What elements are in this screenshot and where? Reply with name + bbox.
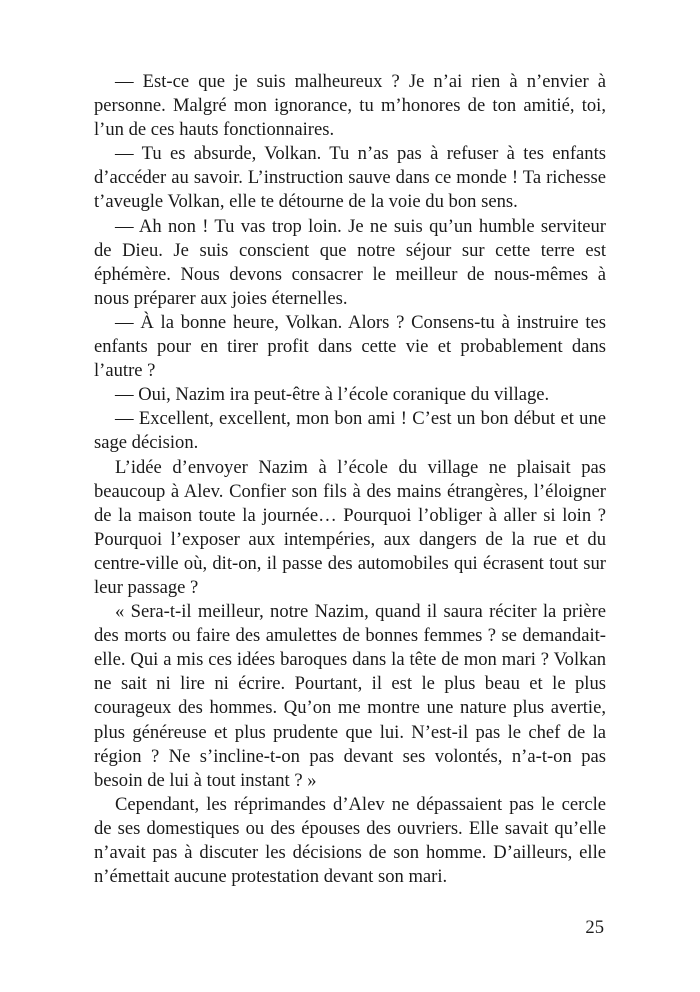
- page-number: 25: [585, 917, 604, 938]
- paragraph-5: — Oui, Nazim ira peut-être à l’école coranique du village.: [115, 384, 550, 406]
- body-text: [94, 70, 606, 889]
- paragraph-1: — Est-ce que je suis malheureux ? Je n’ai rien à n’envier à personne. Malgré mon ignorance, tu m’honores de ton amitié, toi, l’un de ces hauts fonctionnaires.: [94, 71, 606, 141]
- paragraph-4: — À la bonne heure, Volkan. Alors ? Consens-tu à instruire tes enfants pour en tirer profit dans cette vie et probablement dans l’autre ?: [94, 311, 606, 382]
- paragraph-9: Cependant, les réprimandes d’Alev ne dépassaient pas le cercle de ses domestiques ou des épouses des ouvriers. Elle savait qu’elle n’avait pas à discuter les décisions de son homme. D’ailleurs, elle n’émettait aucune protestation devant son mari.: [94, 793, 606, 888]
- paragraph-8: « Sera-t-il meilleur, notre Nazim, quand il saura réciter la prière des morts ou faire des amulettes de bonnes femmes ? se demandait-elle. Qui a mis ces idées baroques dans la tête de mon mari ? Volkan ne sait ni lire ni écrire. Pourtant, il est le plus beau et le plus courageux des hommes. Qu’on me montre une nature plus avertie, plus généreuse et plus prudente que lui. N’est-il pas le chef de la région ? Ne s’incline-t-on pas devant ses volontés, n’a-t-on pas besoin de lui à tout instant ? »: [94, 601, 606, 791]
- paragraph-6: — Excellent, excellent, mon bon ami ! C’est un bon début et une sage décision.: [94, 408, 606, 454]
- paragraph-3: — Ah non ! Tu vas trop loin. Je ne suis qu’un humble serviteur de Dieu. Je suis conscient que notre séjour sur cette terre est éphémère. Nous devons consacrer le meilleur de nous-mêmes à nous préparer aux joies éternelles.: [94, 215, 606, 309]
- paragraph-7: L’idée d’envoyer Nazim à l’école du village ne plaisait pas beaucoup à Alev. Confier son fils à des mains étrangères, l’éloigner de la maison toute la journée… Pourquoi l’obliger à aller si loin ? Pourquoi l’exposer aux intempéries, aux dangers de la rue et du centre-ville où, dit-on, il passe des automobiles qui écrasent tout sur leur passage ?: [94, 456, 606, 598]
- paragraph-2: — Tu es absurde, Volkan. Tu n’as pas à refuser à tes enfants d’accéder au savoir. L’instruction sauve dans ce monde ! Ta richesse t’aveugle Volkan, elle te détourne de la voie du bon sens.: [94, 143, 606, 213]
